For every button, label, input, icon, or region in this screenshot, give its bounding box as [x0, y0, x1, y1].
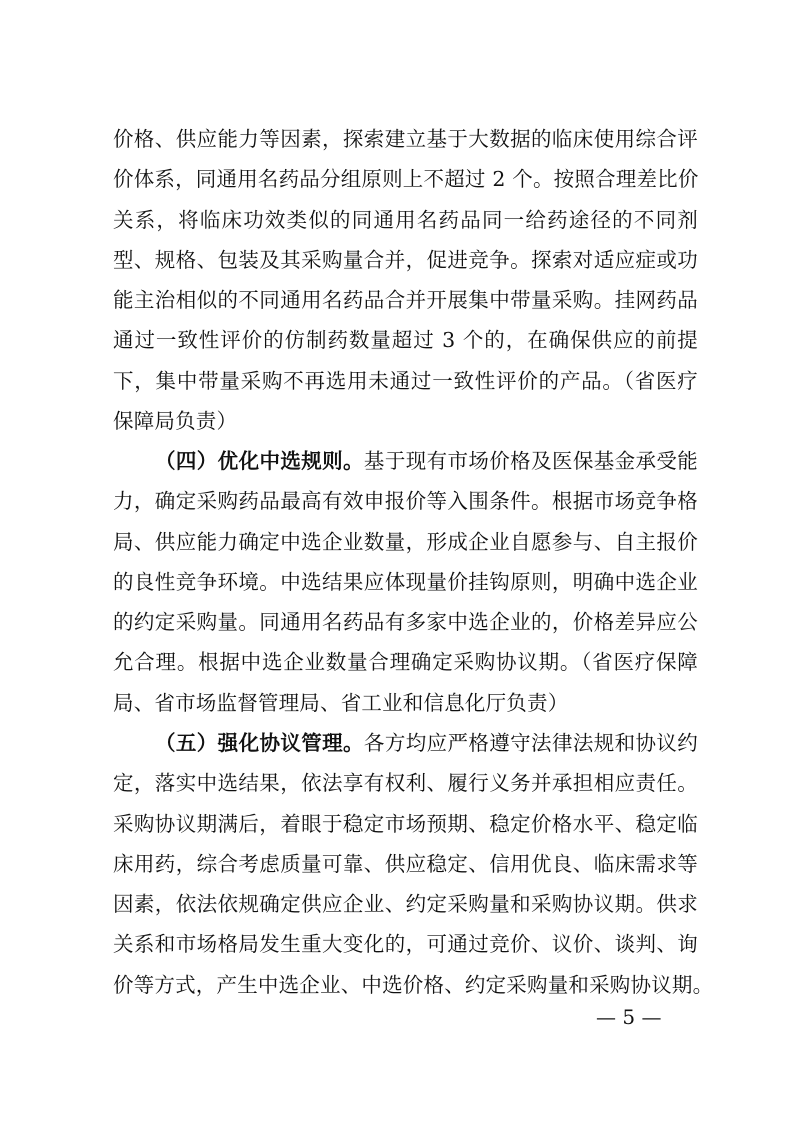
section-first-line [113, 723, 698, 763]
page-number: — 5 — [596, 1005, 662, 1029]
section-heading: （四）优化中选规则。 [155, 449, 364, 473]
text-line: 关系，将临床功效类似的同通用名药品同一给药途径的不同剂 [113, 207, 698, 232]
text-line: 型、规格、包装及其采购量合并，促进竞争。探索对适应症或功 [113, 247, 698, 272]
text-line: 的良性竞争环境。中选结果应体现量价挂钩原则，明确中选企业 [113, 569, 698, 594]
paragraph-price-evaluation [113, 119, 698, 441]
text-line: 因素，依法依规确定供应企业、约定采购量和采购协议期。供求 [113, 892, 698, 917]
text-line: 采购协议期满后，着眼于稳定市场预期、稳定价格水平、稳定临 [113, 811, 698, 836]
text-line: 局、供应能力确定中选企业数量，形成企业自愿参与、自主报价 [113, 529, 698, 554]
section-heading: （五）强化协议管理。 [155, 731, 364, 755]
text-line: 床用药，综合考虑质量可靠、供应稳定、信用优良、临床需求等 [113, 851, 698, 876]
text-line: 的约定采购量。同通用名药品有多家中选企业的，价格差异应公 [113, 610, 698, 635]
text-line: 通过一致性评价的仿制药数量超过 3 个的，在确保供应的前提 [113, 328, 698, 353]
text-line: 价等方式，产生中选企业、中选价格、约定采购量和采购协议期。 [113, 972, 714, 997]
section-strengthen-agreement-management [113, 723, 714, 1005]
text-line: 价格、供应能力等因素，探索建立基于大数据的临床使用综合评 [113, 127, 698, 151]
text-span: 基于现有市场价格及医保基金承受能 [363, 449, 698, 473]
text-span: 各方均应严格遵守法律法规和协议约 [363, 731, 698, 755]
text-line: 定，落实中选结果，依法享有权利、履行义务并承担相应责任。 [113, 771, 698, 796]
text-line: 局、省市场监督管理局、省工业和信息化厅负责） [113, 690, 569, 715]
text-line: 保障局负责） [113, 409, 238, 434]
text-line: 关系和市场格局发生重大变化的，可通过竞价、议价、谈判、询 [113, 932, 698, 957]
text-line: 能主治相似的不同通用名药品合并开展集中带量采购。挂网药品 [113, 288, 698, 313]
section-optimize-selection-rules [113, 441, 698, 723]
section-first-line [113, 441, 698, 481]
text-line: 价体系，同通用名药品分组原则上不超过 2 个。按照合理差比价 [113, 167, 699, 192]
text-line: 力，确定采购药品最高有效申报价等入围条件。根据市场竞争格 [113, 489, 698, 514]
text-line: 允合理。根据中选企业数量合理确定采购协议期。（省医疗保障 [113, 650, 698, 675]
text-line: 下，集中带量采购不再选用未通过一致性评价的产品。（省医疗 [113, 368, 698, 393]
